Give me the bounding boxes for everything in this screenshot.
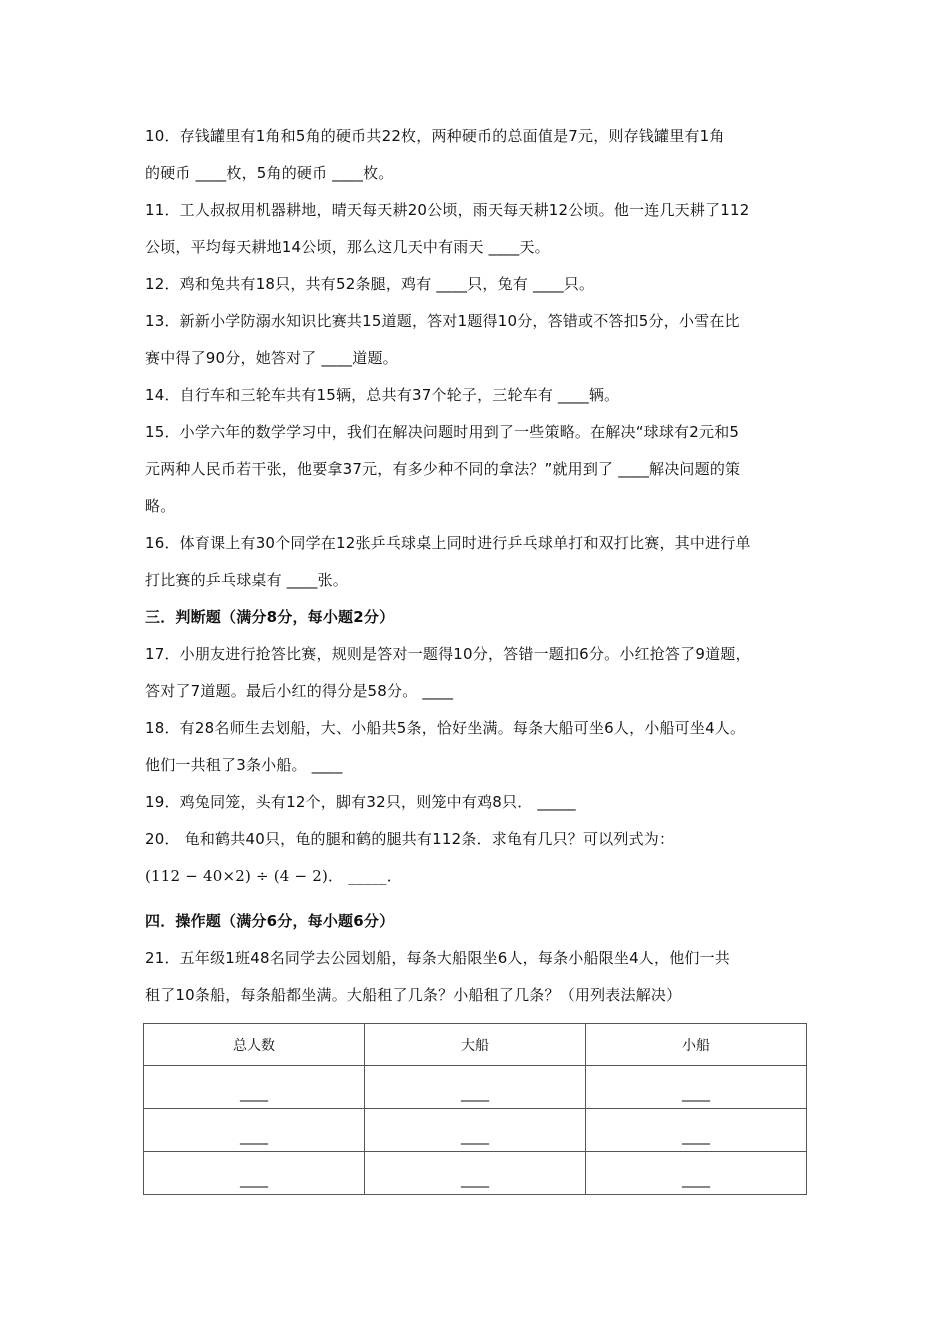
header-big-boat: 大船 bbox=[365, 1024, 586, 1066]
question-line: 公顷，平均每天耕地14公顷，那么这几天中有雨天 ____天。 bbox=[145, 238, 550, 256]
question-line: 10．存钱罐里有1角和5角的硬币共22枚，两种硬币的总面值是7元，则存钱罐里有1角 bbox=[145, 127, 725, 145]
table-cell bbox=[144, 1066, 365, 1109]
question-line: 他们一共租了3条小船。 ____ bbox=[145, 756, 343, 774]
question-line: 16．体育课上有30个同学在12张乒乓球桌上同时进行乒乓球单打和双打比赛，其中进行单 bbox=[145, 534, 751, 552]
table-cell bbox=[586, 1152, 807, 1195]
answer-blank: ____ bbox=[240, 1086, 268, 1102]
answer-blank: ____ bbox=[461, 1129, 489, 1145]
question-line: 元两种人民币若干张，他要拿37元，有多少种不同的拿法？”就用到了 ____解决问题的策 bbox=[145, 460, 741, 478]
answer-blank: ____ bbox=[461, 1086, 489, 1102]
question-line: 的硬币 ____枚，5角的硬币 ____枚。 bbox=[145, 164, 394, 182]
section-heading: 四．操作题（满分6分，每小题6分） bbox=[145, 912, 395, 930]
question-line: 赛中得了90分，她答对了 ____道题。 bbox=[145, 349, 398, 367]
question-line: 18．有28名师生去划船，大、小船共5条，恰好坐满。每条大船可坐6人，小船可坐4人。 bbox=[145, 719, 746, 737]
question-line: 租了10条船，每条船都坐满。大船租了几条？小船租了几条？（用列表法解决） bbox=[145, 986, 682, 1004]
table-cell bbox=[365, 1109, 586, 1152]
question-line: 20． 龟和鹤共40只，龟的腿和鹤的腿共有112条．求龟有几只？可以列式为： bbox=[145, 830, 675, 848]
answer-blank: ____ bbox=[461, 1172, 489, 1188]
table-row bbox=[144, 1066, 807, 1109]
answer-blank: ____ bbox=[682, 1129, 710, 1145]
question-line: 13．新新小学防溺水知识比赛共15道题，答对1题得10分，答错或不答扣5分，小雪在比 bbox=[145, 312, 740, 330]
answer-blank: ____ bbox=[240, 1172, 268, 1188]
question-line: 答对了7道题。最后小红的得分是58分。 ____ bbox=[145, 682, 454, 700]
question-line: 略。 bbox=[145, 497, 176, 515]
header-small-boat: 小船 bbox=[586, 1024, 807, 1066]
question-line: 12．鸡和兔共有18只，共有52条腿，鸡有 ____只，兔有 ____只。 bbox=[145, 275, 595, 293]
question-line: 17．小朋友进行抢答比赛，规则是答对一题得10分，答错一题扣6分。小红抢答了9道题， bbox=[145, 645, 751, 663]
answer-blank: ____ bbox=[682, 1086, 710, 1102]
question-text-block bbox=[145, 118, 810, 1014]
answer-blank: ____ bbox=[240, 1129, 268, 1145]
table-cell bbox=[144, 1109, 365, 1152]
table-cell bbox=[586, 1109, 807, 1152]
answer-blank: ____ bbox=[682, 1172, 710, 1188]
section-heading: 三．判断题（满分8分，每小题2分） bbox=[145, 608, 395, 626]
table-cell bbox=[144, 1152, 365, 1195]
table-cell bbox=[365, 1152, 586, 1195]
question-line: 21．五年级1班48名同学去公园划船，每条大船限坐6人，每条小船限坐4人，他们一共 bbox=[145, 949, 731, 967]
table-cell bbox=[586, 1066, 807, 1109]
question-line: 打比赛的乒乓球桌有 ____张。 bbox=[145, 571, 348, 589]
answer-table bbox=[143, 1023, 807, 1195]
table-row bbox=[144, 1152, 807, 1195]
question-line: 19．鸡兔同笼，头有12个，脚有32只，则笼中有鸡8只． _____ bbox=[145, 793, 576, 811]
question-line: 14．自行车和三轮车共有15辆，总共有37个轮子，三轮车有 ____辆。 bbox=[145, 386, 620, 404]
table-header-row bbox=[144, 1024, 807, 1066]
header-total-people: 总人数 bbox=[144, 1024, 365, 1066]
question-line: (112 − 40×2) ÷ (4 − 2)． _____． bbox=[145, 867, 402, 885]
question-line: 11．工人叔叔用机器耕地，晴天每天耕20公顷，雨天每天耕12公顷。他一连几天耕了112 bbox=[145, 201, 750, 219]
table-cell bbox=[365, 1066, 586, 1109]
question-line: 15．小学六年的数学学习中，我们在解决问题时用到了一些策略。在解决“球球有2元和5 bbox=[145, 423, 740, 441]
table-row bbox=[144, 1109, 807, 1152]
